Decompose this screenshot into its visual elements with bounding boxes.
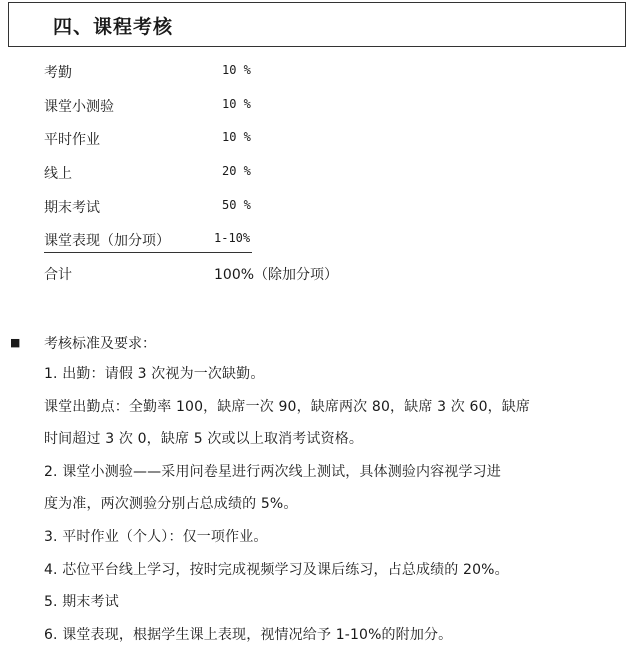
requirement-line: 4. 芯位平台线上学习，按时完成视频学习及课后练习，占总成绩的 20%。: [44, 561, 509, 578]
grading-weight: 10 %: [222, 130, 251, 145]
grading-item: 考勤: [44, 65, 72, 81]
grading-item: 合计: [44, 267, 72, 284]
requirement-line: 时间超过 3 次 0，缺席 5 次或以上取消考试资格。: [44, 431, 364, 448]
grading-weight: 10 %: [222, 96, 251, 111]
grading-weight: 50 %: [222, 197, 251, 212]
requirement-line: 课堂出勤点：全勤率 100，缺席一次 90，缺席两次 80，缺席 3 次 60，缺席: [44, 398, 531, 415]
square-bullet-icon: ■: [10, 336, 21, 349]
requirement-line: 1. 出勤：请假 3 次视为一次缺勤。: [44, 366, 265, 382]
grading-item: 课堂小测验: [44, 98, 114, 115]
section-header-box: [8, 2, 626, 47]
section-title: 四、课程考核: [53, 16, 174, 38]
requirement-line: 6. 课堂表现，根据学生课上表现，视情况给予 1-10%的附加分。: [44, 626, 453, 643]
grading-weight: 10 %: [222, 63, 251, 77]
grading-item: 课堂表现（加分项）: [44, 233, 170, 250]
requirements-list: [44, 363, 604, 656]
grading-item: 期末考试: [44, 199, 100, 216]
requirement-line: 2. 课堂小测验——采用问卷星进行两次线上测试，具体测验内容视学习进: [44, 463, 501, 480]
grading-weight: 20 %: [222, 164, 251, 179]
total-divider: [44, 252, 252, 253]
requirement-line: 3. 平时作业（个人）：仅一项作业。: [44, 528, 268, 545]
grading-weight: 1-10%: [214, 231, 251, 246]
grading-item: 平时作业: [44, 132, 100, 149]
grading-weight: 100%（除加分项）: [214, 267, 339, 284]
requirements-heading: 考核标准及要求：: [44, 336, 156, 352]
grading-item: 线上: [44, 166, 72, 183]
requirement-line: 度为准，两次测验分别占总成绩的 5%。: [44, 496, 298, 513]
requirement-line: 5. 期末考试: [44, 594, 119, 611]
